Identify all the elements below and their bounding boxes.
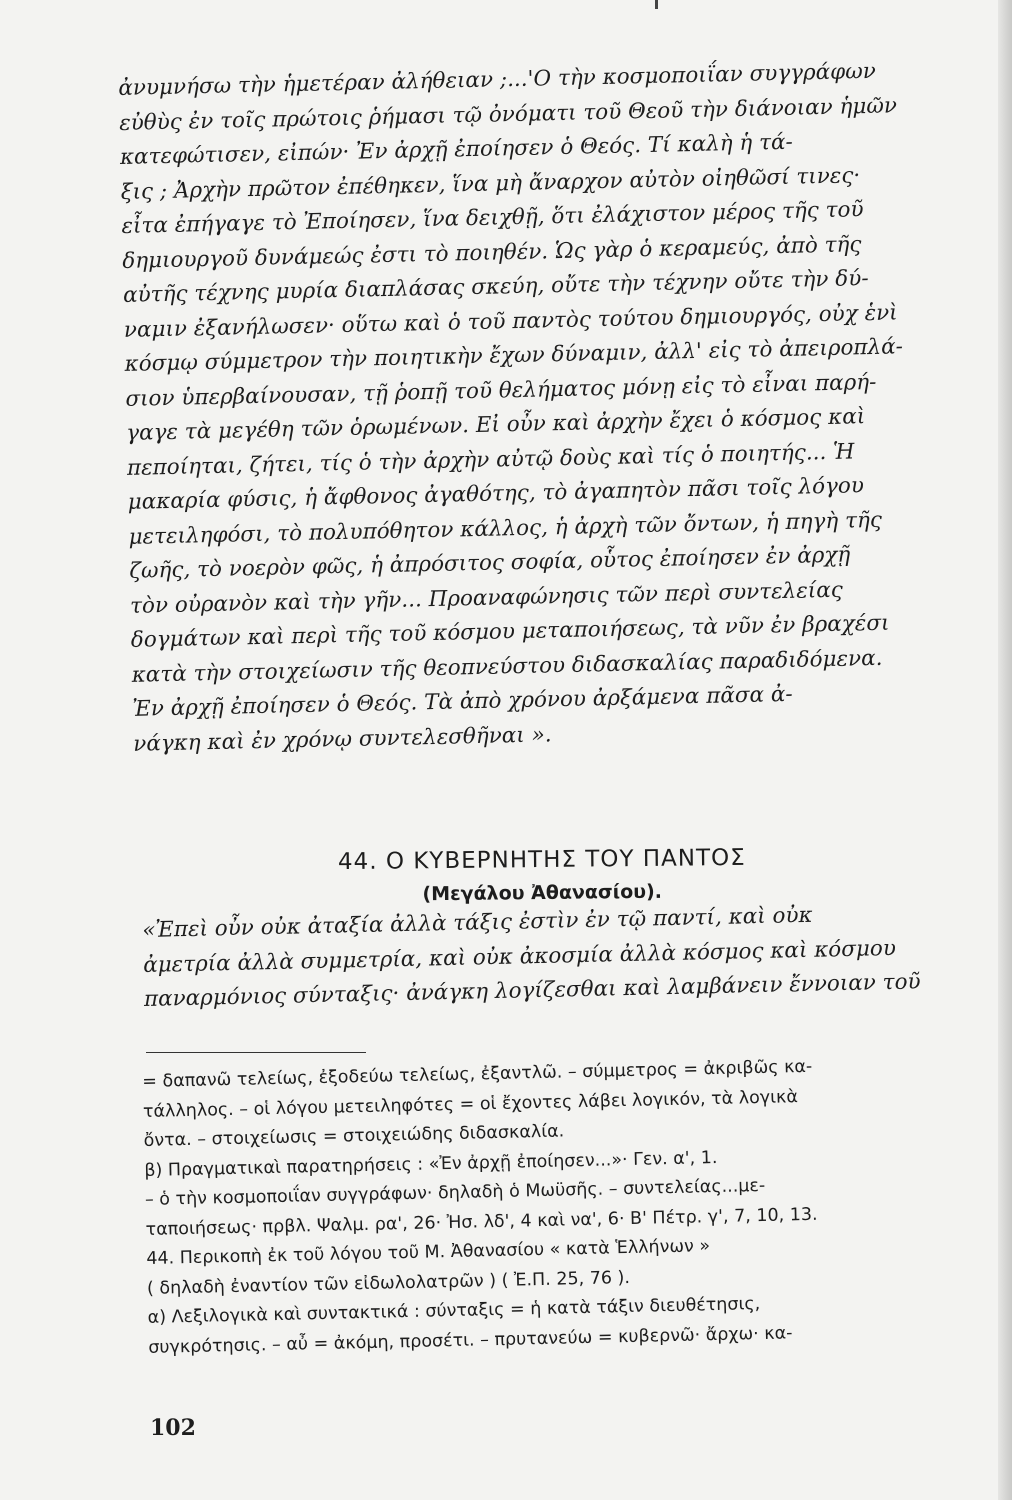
footnote-line: α) Λεξιλογικὰ καὶ συντακτικά : σύνταξις = ἡ κατὰ τάξιν διευθέτησις, <box>147 1294 761 1328</box>
text-line: δημιουργοῦ δυνάμεώς ἐστι τὸ ποιηθέν. Ὡς γὰρ ὁ κεραμεύς, ἀπὸ τῆς <box>122 231 862 274</box>
page-number: 102 <box>150 1415 196 1441</box>
footnote-line: ταποιήσεως· πρβλ. Ψαλμ. ρα', 26· Ἠσ. λδ', 4 καὶ να', 6· Β' Πέτρ. γ', 7, 10, 13. <box>145 1204 818 1240</box>
text-line: σιον ὑπερβαίνουσαν, τῇ ῥοπῇ τοῦ θελήματος μόνῃ εἰς τὸ εἶναι παρή- <box>125 369 877 412</box>
text-line: Ἐν ἀρχῇ ἐποίησεν ὁ Θεός. Τὰ ἀπὸ χρόνου ἀρξάμενα πᾶσα ἀ- <box>132 681 793 722</box>
footnote-line: 44. Περικοπὴ ἐκ τοῦ λόγου τοῦ Μ. Ἀθανασίου « κατὰ Ἑλλήνων » <box>146 1236 711 1269</box>
footnote-line: ( δηλαδὴ ἐναντίον τῶν εἰδωλολατρῶν ) ( Ἐ.Π. 25, 76 ). <box>146 1267 631 1299</box>
text-line: ναμιν ἐξανήλωσεν· οὕτω καὶ ὁ τοῦ παντὸς τούτου δημιουργός, οὐχ ἑνὶ <box>123 299 898 343</box>
main-text-block <box>118 52 1012 762</box>
text-line: ζωῆς, τὸ νοερὸν φῶς, ἡ ἀπρόσιτος σοφία, οὗτος ἐποίησεν ἐν ἀρχῇ <box>129 542 851 584</box>
footnote-line: β) Πραγματικαὶ παρατηρήσεις : «Ἐν ἀρχῇ ἐποίησεν...»· Γεν. α', 1. <box>144 1147 718 1181</box>
scan-mark <box>655 0 658 9</box>
footnote-line: = δαπανῶ τελείως, ἐξοδεύω τελείως, ἐξαντλῶ. – σύμμετρος = ἀκριβῶς κα- <box>142 1056 813 1092</box>
text-line: εἶτα ἐπήγαγε τὸ Ἐποίησεν, ἵνα δειχθῇ, ὅτι ἐλάχιστον μέρος τῆς τοῦ <box>121 197 864 239</box>
footnote-line: – ὁ τὴν κοσμοποιΐαν συγγράφων· δηλαδὴ ὁ Μωϋσῆς. – συντελείας...με- <box>144 1175 766 1210</box>
text-line: «Ἐπεὶ οὖν οὐκ ἀταξία ἀλλὰ τάξις ἐστὶν ἐν τῷ παντί, καὶ οὐκ <box>142 902 813 943</box>
section-heading <box>312 840 773 911</box>
text-line: νάγκη καὶ ἐν χρόνῳ συντελεσθῆναι ». <box>132 721 552 757</box>
footnotes-block <box>142 1048 1008 1362</box>
footnote-divider <box>146 1052 366 1053</box>
text-line: κατὰ τὴν στοιχείωσιν τῆς θεοπνεύστου διδασκαλίας παραδιδόμενα. <box>131 645 883 688</box>
text-line: τὸν οὐρανὸν καὶ τὴν γῆν... Προαναφώνησις τῶν περὶ συντελείας <box>129 577 844 619</box>
section-subtitle: (Μεγάλου Ἀθανασίου). <box>422 880 663 906</box>
text-line: ἀμετρία ἀλλὰ συμμετρία, καὶ οὐκ ἀκοσμία ἀλλὰ κόσμος καὶ κόσμου <box>142 935 897 978</box>
footnote-line: συγκρότησις. – αὖ = ἀκόμη, προσέτι. – πρυτανεύω = κυβερνῶ· ἄρχω· κα- <box>148 1322 793 1358</box>
text-line: δογμάτων καὶ περὶ τῆς τοῦ κόσμου μεταποιήσεως, τὰ νῦν ἐν βραχέσι <box>130 610 890 653</box>
text-line: αὐτῆς τέχνης μυρία διαπλάσας σκεύη, οὔτε τὴν τέχνην οὔτε τὴν δύ- <box>122 266 869 308</box>
text-line: εὐθὺς ἐν τοῖς πρώτοις ῥήμασι τῷ ὀνόματι τοῦ Θεοῦ τὴν διάνοιαν ἡμῶν <box>118 92 898 136</box>
text-line: κατεφώτισεν, εἰπών· Ἐν ἀρχῇ ἐποίησεν ὁ Θεός. Τί καλὴ ἡ τά- <box>119 129 794 170</box>
text-line: μετειληφόσι, τὸ πολυπόθητον κάλλος, ἡ ἀρχὴ τῶν ὄντων, ἡ πηγὴ τῆς <box>128 507 883 550</box>
text-line: πεποίηται, ζήτει, τίς ὁ τὴν ἀρχὴν αὐτῷ δοὺς καὶ τίς ὁ ποιητής... Ἡ <box>126 438 855 481</box>
text-line: ξις ; Ἀρχὴν πρῶτον ἐπέθηκεν, ἵνα μὴ ἄναρχον αὐτὸν οἰηθῶσί τινες· <box>120 162 861 205</box>
text-line: ἀνυμνήσω τὴν ἡμετέραν ἀλήθειαν ;...'Ο τὴν κοσμοποιΐαν συγγράφων <box>118 58 877 101</box>
footnote-line: ὄντα. – στοιχείωσις = στοιχειώδης διδασκαλία. <box>143 1121 565 1151</box>
text-line: κόσμῳ σύμμετρον τὴν ποιητικὴν ἔχων δύναμιν, ἀλλ' εἰς τὸ ἀπειροπλά- <box>124 334 904 377</box>
text-line: παναρμόνιος σύνταξις· ἀνάγκη λογίζεσθαι καὶ λαμβάνειν ἔννοιαν τοῦ <box>143 969 921 1012</box>
section-title: 44. Ο ΚΥΒΕΡΝΗΤΗΣ ΤΟΥ ΠΑΝΤΟΣ <box>337 844 746 876</box>
text-line: μακαρία φύσις, ἡ ἄφθονος ἀγαθότης, τὸ ἀγαπητὸν πᾶσι τοῖς λόγου <box>127 473 865 515</box>
text-line: γαγε τὰ μεγέθη τῶν ὁρωμένων. Εἰ οὖν καὶ ἀρχὴν ἔχει ὁ κόσμος καὶ <box>125 404 866 446</box>
quote-paragraph <box>142 894 1004 1017</box>
footnote-line: τάλληλος. – οἱ λόγου μετειληφότες = οἱ ἔχοντες λάβει λογικόν, τὰ λογικὰ <box>142 1086 799 1122</box>
